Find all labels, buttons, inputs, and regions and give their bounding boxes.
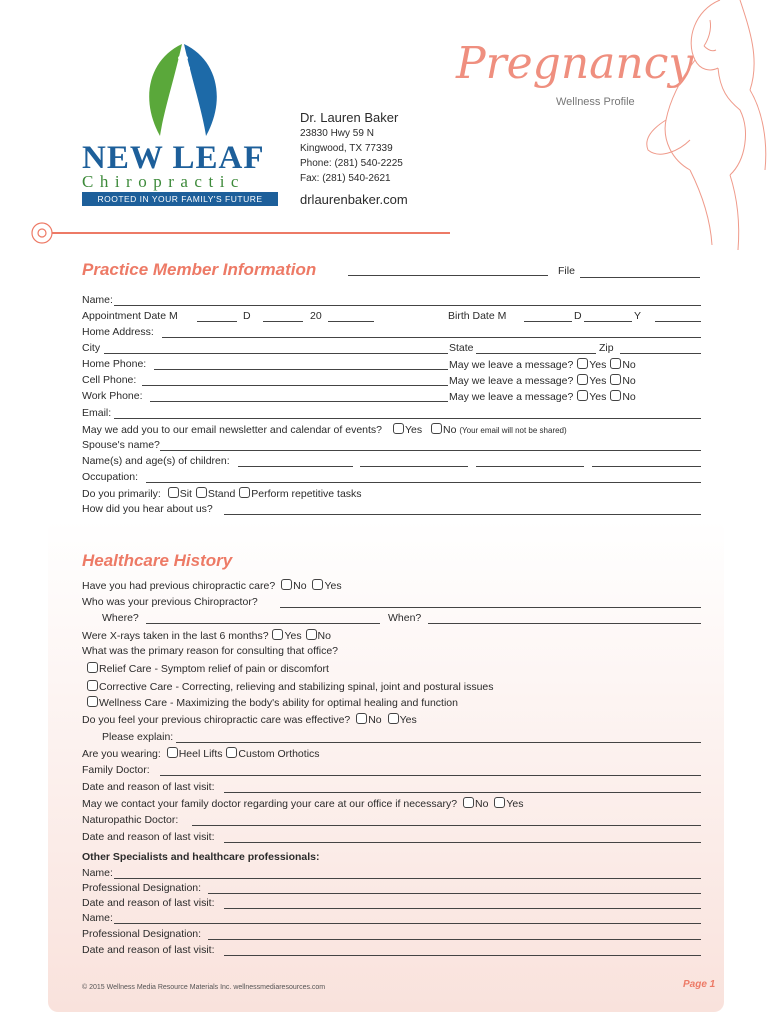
wellness-row [86,696,458,710]
city-label: City [82,342,101,354]
cell-phone-label: Cell Phone: [82,374,137,386]
stand-label: Stand [207,488,236,500]
corrective-checkbox[interactable] [87,680,98,691]
appointment-day-field[interactable] [263,321,303,322]
contact-doctor-label: May we contact your family doctor regarding your care at our office if necessary? [82,798,458,810]
yes-checkbox[interactable] [272,629,283,640]
contact-doctor-row [82,797,523,811]
leave-message-label: May we leave a message? [449,375,574,387]
repetitive-checkbox[interactable] [239,487,250,498]
wearing-row [82,747,320,761]
designation-field[interactable] [208,893,701,894]
heel-lifts-checkbox[interactable] [167,747,178,758]
prev-care-row [82,579,342,593]
designation-field[interactable] [208,939,701,940]
prev-care-label: Have you had previous chiropractic care? [82,580,276,592]
email-field[interactable] [114,418,701,419]
website: drlaurenbaker.com [300,192,408,207]
specialist-name-field[interactable] [114,878,701,879]
primarily-label: Do you primarily: [82,488,161,500]
no-checkbox[interactable] [463,797,474,808]
brand-subtitle: Chiropractic [82,172,245,191]
date-reason-field[interactable] [224,842,701,843]
family-doctor-label: Family Doctor: [82,764,150,776]
no-label: No [317,630,331,642]
when-label: When? [388,612,422,624]
leave-message-label: May we leave a message? [449,391,574,403]
specialist-name-field[interactable] [114,923,701,924]
children-field-2[interactable] [360,466,468,467]
file-field[interactable] [580,277,700,278]
prev-chiro-label: Who was your previous Chiropractor? [82,596,258,608]
children-field-1[interactable] [238,466,353,467]
state-label: State [449,342,474,354]
name-field[interactable] [114,305,701,306]
pregnant-woman-illustration-icon [600,0,770,260]
where-label: Where? [102,612,139,624]
no-label: No [293,580,307,592]
sit-checkbox[interactable] [168,487,179,498]
spouse-field[interactable] [160,450,701,451]
wellness-label: Wellness Care - Maximizing the body's ability for optimal healing and function [99,697,458,709]
no-label: No [368,714,382,726]
yes-checkbox[interactable] [577,358,588,369]
no-checkbox[interactable] [356,713,367,724]
phone: Phone: (281) 540-2225 [300,158,403,169]
footer-copyright: © 2015 Wellness Media Resource Materials Inc. wellnessmediaresources.com [82,984,326,991]
yes-checkbox[interactable] [577,374,588,385]
name-label: Name: [82,867,113,879]
other-specialists-label: Other Specialists and healthcare professionals: [82,851,320,863]
appointment-label: Appointment Date M [82,310,178,322]
yes-label: Yes [399,714,417,726]
home-phone-label: Home Phone: [82,358,147,370]
file-label: File [558,265,575,277]
explain-label: Please explain: [102,731,174,743]
birth-label: Birth Date M [448,310,507,322]
date-reason-label: Date and reason of last visit: [82,944,215,956]
work-phone-message [449,390,636,404]
no-label: No [622,375,636,387]
no-checkbox[interactable] [610,358,621,369]
brand-name: NEW LEAF [82,140,265,176]
birth-month-field[interactable] [524,321,572,322]
form-title: Pregnancy [456,38,694,89]
corrective-row [86,680,494,694]
date-reason-field[interactable] [224,955,701,956]
prev-chiro-field[interactable] [280,607,701,608]
cell-phone-message [449,374,636,388]
doctor-name: Dr. Lauren Baker [300,110,399,125]
page-number: Page 1 [683,979,716,990]
when-field[interactable] [428,623,701,624]
orthotics-label: Custom Orthotics [238,748,320,760]
designation-label: Professional Designation: [82,882,202,894]
brand-tagline: ROOTED IN YOUR FAMILY'S FUTURE [82,192,278,206]
home-address-label: Home Address: [82,326,154,338]
appointment-year-label: 20 [310,310,322,322]
no-checkbox[interactable] [610,390,621,401]
date-reason-label: Date and reason of last visit: [82,831,215,843]
date-reason-field[interactable] [224,908,701,909]
wellness-checkbox[interactable] [87,696,98,707]
hear-label: How did you hear about us? [82,503,213,515]
yes-checkbox[interactable] [577,390,588,401]
form-subtitle: Wellness Profile [556,96,635,108]
date-reason-label: Date and reason of last visit: [82,897,215,909]
corrective-label: Corrective Care - Correcting, relieving and stabilizing spinal, joint and postural issues [99,681,494,693]
leave-message-label: May we leave a message? [449,359,574,371]
hear-field[interactable] [224,514,701,515]
no-label: No [622,359,636,371]
no-label: No [474,798,489,810]
header-divider [30,218,460,248]
leaf-spine-logo-icon [138,40,228,140]
appointment-month-field[interactable] [197,321,237,322]
work-phone-label: Work Phone: [82,390,143,402]
yes-checkbox[interactable] [494,797,505,808]
practice-heading: Practice Member Information [82,260,317,279]
heel-lifts-label: Heel Lifts [178,748,223,760]
name-label: Name: [82,912,113,924]
xrays-row [82,629,331,643]
name-label: Name: [82,294,113,306]
explain-field[interactable] [176,742,701,743]
address-line-2: Kingwood, TX 77339 [300,143,393,154]
cell-phone-field[interactable] [142,385,448,386]
yes-label: Yes [589,391,607,403]
where-field[interactable] [146,623,380,624]
date-reason-field[interactable] [224,792,701,793]
sit-label: Sit [179,488,192,500]
yes-label: Yes [506,798,524,810]
yes-label: Yes [589,375,607,387]
city-field[interactable] [104,353,448,354]
yes-label: Yes [589,359,607,371]
zip-label: Zip [599,342,614,354]
home-phone-field[interactable] [154,369,448,370]
home-address-field[interactable] [162,337,701,338]
yes-checkbox[interactable] [393,423,404,434]
zip-field[interactable] [620,353,701,354]
yes-label: Yes [284,630,302,642]
work-phone-field[interactable] [150,401,448,402]
birth-year-label: Y [634,310,642,322]
date-reason-label: Date and reason of last visit: [82,781,215,793]
family-doctor-field[interactable] [160,775,701,776]
orthotics-checkbox[interactable] [226,747,237,758]
no-checkbox[interactable] [281,579,292,590]
relief-row [86,662,329,676]
relief-checkbox[interactable] [87,662,98,673]
designation-label: Professional Designation: [82,928,202,940]
yes-label: Yes [324,580,342,592]
yes-checkbox[interactable] [388,713,399,724]
address-line-1: 23830 Hwy 59 N [300,128,374,139]
email-label: Email: [82,407,112,419]
no-checkbox[interactable] [610,374,621,385]
birth-day-field[interactable] [584,321,632,322]
primarily-row [82,487,362,501]
stand-checkbox[interactable] [196,487,207,498]
history-heading: Healthcare History [82,551,233,570]
appointment-year-field[interactable] [328,321,374,322]
fax: Fax: (281) 540-2621 [300,173,391,184]
effective-label: Do you feel your previous chiropractic care was effective? [82,714,351,726]
yes-checkbox[interactable] [312,579,323,590]
occupation-field[interactable] [146,482,701,483]
occupation-label: Occupation: [82,471,139,483]
children-label: Name(s) and age(s) of children: [82,455,230,467]
birth-day-label: D [574,310,582,322]
email-not-shared-note: (Your email will not be shared) [459,426,567,435]
heading-underline [348,275,548,276]
children-field-4[interactable] [592,466,701,467]
reason-label: What was the primary reason for consulting that office? [82,645,339,657]
spouse-label: Spouse's name? [82,439,160,451]
no-checkbox[interactable] [306,629,317,640]
yes-label: Yes [404,424,423,436]
no-label: No [622,391,636,403]
naturopathic-field[interactable] [192,825,701,826]
naturopathic-label: Naturopathic Doctor: [82,814,179,826]
wearing-label: Are you wearing: [82,748,161,760]
newsletter-label: May we add you to our email newsletter and calendar of events? [82,424,383,436]
children-field-3[interactable] [476,466,584,467]
no-checkbox[interactable] [431,423,442,434]
repetitive-label: Perform repetitive tasks [251,488,362,500]
no-label: No [443,424,457,436]
xrays-label: Were X-rays taken in the last 6 months? [82,630,269,642]
appointment-day-label: D [243,310,251,322]
relief-label: Relief Care - Symptom relief of pain or discomfort [99,663,329,675]
home-phone-message [449,358,636,372]
state-field[interactable] [476,353,596,354]
effective-row [82,713,417,727]
newsletter-row [82,423,567,437]
birth-year-field[interactable] [655,321,701,322]
